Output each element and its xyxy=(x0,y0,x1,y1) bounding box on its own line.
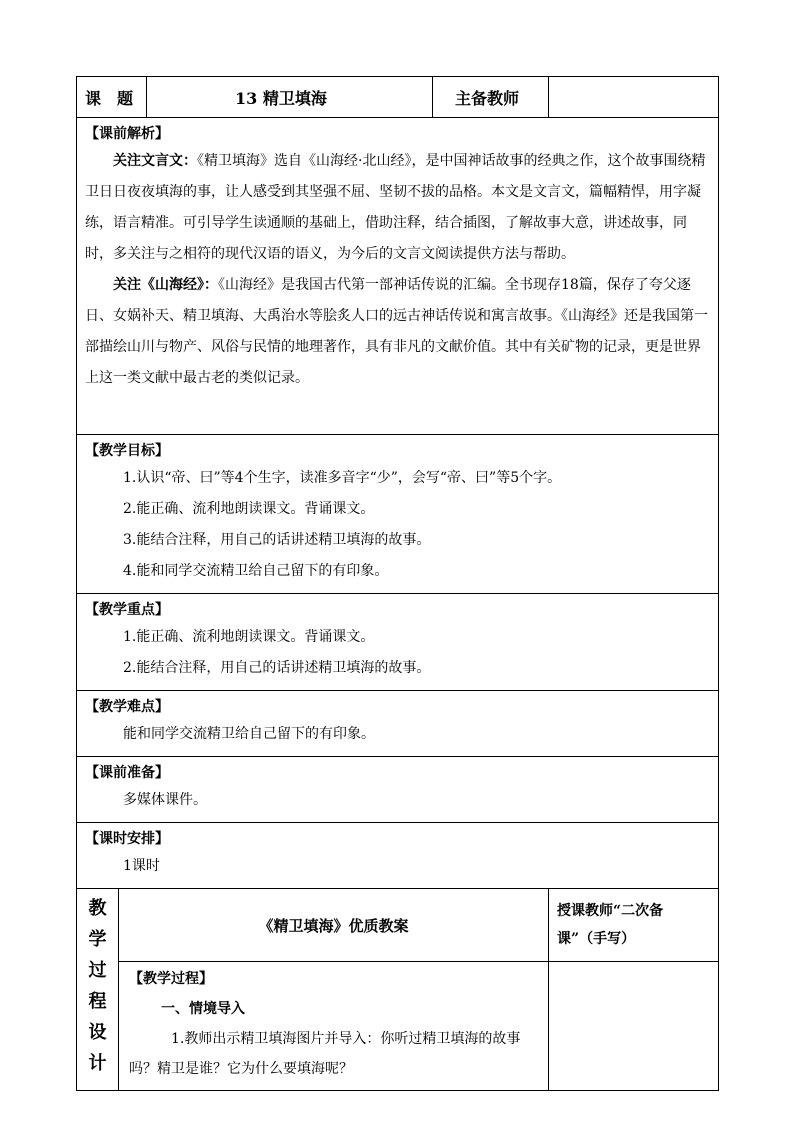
teacher-value xyxy=(549,77,719,118)
design-header-row xyxy=(77,889,719,962)
goal-item: 3.能结合注释，用自己的话讲述精卫填海的故事。 xyxy=(123,532,431,548)
plan-title: 《精卫填海》优质教案 xyxy=(119,889,549,962)
keypoint-item: 2.能结合注释，用自己的话讲述精卫填海的故事。 xyxy=(123,660,431,676)
step1-title: 一、情境导入 xyxy=(161,1001,245,1017)
lesson-plan-table xyxy=(76,76,719,1091)
goals-list xyxy=(85,463,712,587)
second-prep-header: 授课教师“二次备课”（手写） xyxy=(549,889,719,962)
difficulties-title: 【教学难点】 xyxy=(85,699,169,715)
design-body-row xyxy=(77,962,719,1091)
process-section xyxy=(119,962,549,1091)
difficulties-row xyxy=(77,691,719,757)
header-row xyxy=(77,77,719,118)
preparation-text: 多媒体课件。 xyxy=(123,792,207,808)
difficulties-text: 能和同学交流精卫给自己留下的有印象。 xyxy=(123,726,375,742)
topic-label: 课 题 xyxy=(77,77,147,118)
analysis-row xyxy=(77,118,719,435)
preparation-section xyxy=(77,757,719,823)
goal-item: 4.能和同学交流精卫给自己留下的有印象。 xyxy=(123,563,389,579)
design-side-label xyxy=(77,889,119,1091)
goals-title: 【教学目标】 xyxy=(85,443,169,459)
side-char: 教 xyxy=(88,898,107,919)
analysis-p2-lead: 关注《山海经》： xyxy=(113,277,218,293)
analysis-title: 【课前解析】 xyxy=(85,126,169,142)
schedule-section xyxy=(77,823,719,889)
step1-text: 1.教师出示精卫填海图片并导入：你听过精卫填海的故事吗？精卫是谁？它为什么要填海呢？ xyxy=(129,1031,521,1077)
goals-row xyxy=(77,435,719,594)
keypoints-title: 【教学重点】 xyxy=(85,602,169,618)
process-title: 【教学过程】 xyxy=(129,971,213,987)
teacher-label: 主备教师 xyxy=(433,77,549,118)
analysis-section xyxy=(77,118,719,435)
difficulties-section xyxy=(77,691,719,757)
schedule-row xyxy=(77,823,719,889)
analysis-paragraph-1 xyxy=(85,146,712,270)
goals-section xyxy=(77,435,719,594)
goal-item: 1.认识“帝、曰”等4个生字，读准多音字“少”，会写“帝、曰”等5个字。 xyxy=(123,470,562,486)
keypoint-item: 1.能正确、流利地朗读课文。背诵课文。 xyxy=(123,629,375,645)
analysis-paragraph-2 xyxy=(85,270,712,394)
side-char: 设 xyxy=(88,1022,107,1043)
lesson-plan-page xyxy=(76,76,718,1091)
analysis-p2-body: 《山海经》是我国古代第一部神话传说的汇编。全书现存18篇，保存了夸父逐日、女娲补天、精卫填海、大禹治水等脍炙人口的远古神话传说和寓言故事。《山海经》还是我国第一部描绘山川与物产、风俗与民情的地理著作，具有非凡的文献价值。其中有关矿物的记录，更是世界上这一类文献中最古老的类似记录。 xyxy=(85,277,708,386)
side-char: 学 xyxy=(88,929,107,950)
preparation-title: 【课前准备】 xyxy=(85,765,169,781)
goal-item: 2.能正确、流利地朗读课文。背诵课文。 xyxy=(123,501,375,517)
analysis-p1-body: 《精卫填海》选自《山海经·北山经》，是中国神话故事的经典之作，这个故事围绕精卫日日夜夜填海的事，让人感受到其坚强不屈、坚韧不拔的品格。本文是文言文，篇幅精悍，用字凝练，语言精准。可引导学生读通顺的基础上，借助注释，结合插图，了解故事大意，讲述故事，同时，多关注与之相符的现代汉语的语义，为今后的文言文阅读提供方法与帮助。 xyxy=(85,153,706,262)
schedule-text: 1课时 xyxy=(123,858,160,874)
keypoints-section xyxy=(77,594,719,691)
schedule-title: 【课时安排】 xyxy=(85,831,169,847)
preparation-row xyxy=(77,757,719,823)
analysis-p1-lead: 关注文言文： xyxy=(113,153,197,169)
keypoints-row xyxy=(77,594,719,691)
keypoints-list xyxy=(85,622,712,684)
topic-value: 13 精卫填海 xyxy=(147,77,433,118)
side-char: 过 xyxy=(88,960,107,981)
second-prep-notes xyxy=(549,962,719,1091)
side-char: 计 xyxy=(88,1053,107,1074)
side-char: 程 xyxy=(88,991,107,1012)
